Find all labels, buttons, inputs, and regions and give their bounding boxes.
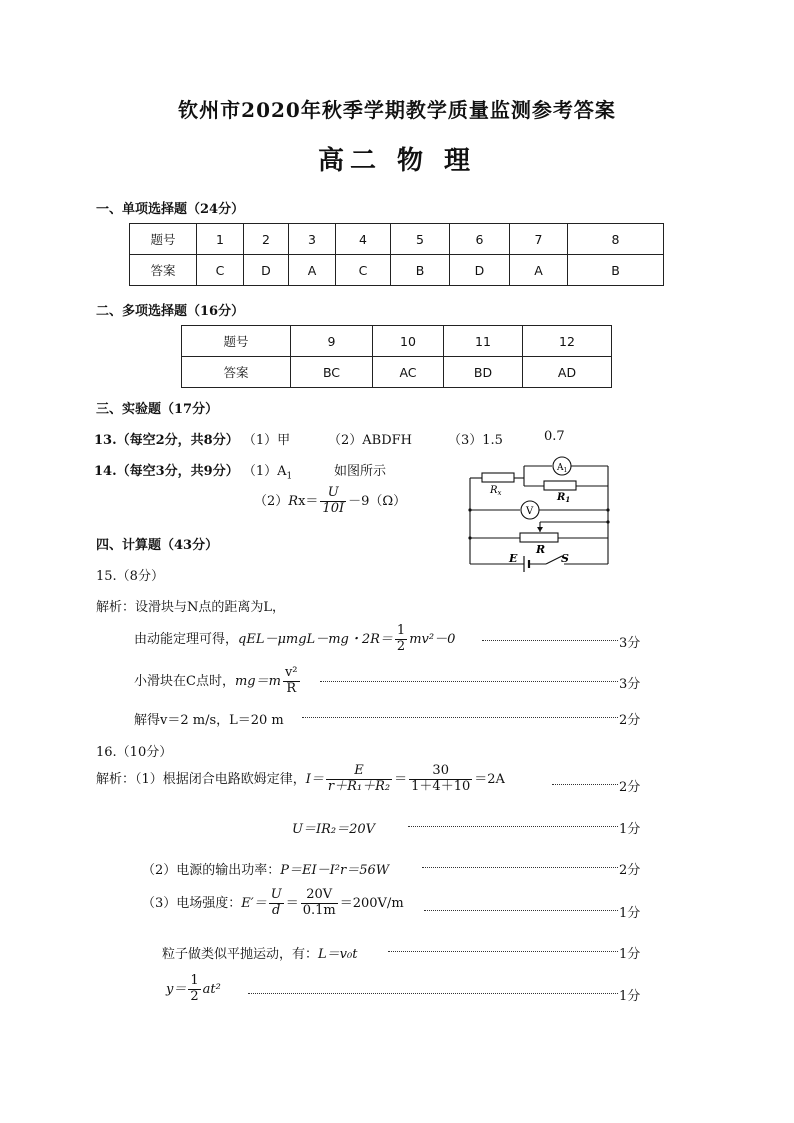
row-label-question: 题号 — [130, 224, 197, 255]
answer-cell: D — [244, 255, 289, 286]
q16-field-eq: （3）电场强度：E′＝ $\frac{U}{d}$ ＝ $\frac{20V}{0.1m}$ ＝200V/m — [142, 887, 404, 918]
label-voltmeter: V — [526, 506, 534, 517]
q16-voltage-eq: U＝IR₂＝20V — [292, 822, 376, 837]
q14-note: 如图所示 — [334, 464, 387, 479]
label-rheostat: R — [536, 543, 546, 556]
question-number: 12 — [523, 326, 612, 357]
row-label-answer: 答案 — [130, 255, 197, 286]
fraction: $\frac{\text{v²}}{R}$ — [284, 665, 298, 696]
fraction: $\frac{20V}{0.1m}$ — [302, 887, 336, 918]
q15-intro: 解析：设滑块与N点的距离为L， — [96, 600, 286, 615]
score-label: 1分 — [619, 822, 641, 837]
score-label: 2分 — [619, 713, 641, 728]
q14-answer-1: $(1)A_1$ — [242, 464, 293, 482]
q13-answer-3: （3）1.5 — [448, 433, 503, 448]
slider-arrow — [537, 527, 543, 532]
fraction: $\frac{1}{2}$ — [396, 623, 406, 654]
question-number: 4 — [336, 224, 391, 255]
label-rx: $R_x$ — [490, 485, 502, 497]
table-row — [182, 326, 612, 357]
fraction: $\frac{30}{1+4+10}$ — [411, 763, 471, 794]
q13-answer-4: 0.7 — [544, 429, 565, 444]
score-label: 1分 — [619, 989, 641, 1004]
fraction: $\frac{E}{\text{r＋R₁＋R₂}}$ — [327, 763, 391, 794]
row-label-question: 题号 — [182, 326, 291, 357]
q16-motion-eq: 粒子做类似平抛运动，有：L＝v₀t — [162, 947, 358, 962]
section4-heading: 四、计算题（43分） — [96, 538, 219, 553]
question-number: 1 — [197, 224, 244, 255]
fraction: $\frac{U}{d}$ — [270, 887, 282, 918]
label-switch: S — [561, 552, 569, 565]
question-number: 5 — [391, 224, 450, 255]
switch-symbol — [546, 556, 562, 564]
table-row — [182, 357, 612, 388]
q16-ohm-eq: 解析：（1）根据闭合电路欧姆定律，I＝ $\frac{E}{\text{r＋R₁＋R₂}}$ ＝ $\frac{30}{1+4+10}$ ＝2A — [96, 763, 505, 794]
section3-heading: 三、实验题（17分） — [96, 402, 219, 417]
table-row — [130, 255, 664, 286]
q13-lead: 13.（每空2分，共8分） — [94, 433, 239, 448]
question-number: 6 — [450, 224, 510, 255]
answer-cell: C — [336, 255, 391, 286]
score-label: 3分 — [619, 677, 641, 692]
answer-cell: B — [391, 255, 450, 286]
rheostat-symbol — [520, 533, 558, 542]
q15-result: 解得v＝2 m/s，L＝20 m — [134, 713, 284, 728]
answer-cell: B — [568, 255, 664, 286]
question-number: 2 — [244, 224, 289, 255]
question-number: 7 — [510, 224, 568, 255]
answer-cell: A — [510, 255, 568, 286]
answer-cell: D — [450, 255, 510, 286]
q13-answer-1: （1）甲 — [242, 433, 291, 448]
junction-dot — [468, 536, 471, 539]
page-subtitle: 高二 物 理 — [317, 146, 477, 176]
multi-choice-table — [181, 325, 612, 388]
junction-dot — [606, 520, 609, 523]
q13-answer-2: （2）ABDFH — [328, 433, 412, 448]
fraction: $\frac{1}{2}$ — [190, 973, 199, 1004]
label-emf: E — [509, 552, 518, 565]
single-choice-table — [129, 223, 664, 286]
q15-energy-eq: 由动能定理可得，qEL－μmgL－mg・2R＝ $\frac{1}{2}$ mv²－0 — [134, 623, 456, 654]
question-number: 10 — [373, 326, 444, 357]
row-label-answer: 答案 — [182, 357, 291, 388]
answer-cell: C — [197, 255, 244, 286]
resistor-r1 — [544, 481, 576, 490]
answer-cell: BC — [291, 357, 373, 388]
q16-label: 16.（10分） — [96, 745, 173, 760]
label-r1: $R_1$ — [557, 492, 571, 504]
q14-formula: （2）Rx＝ $\frac{U}{10I}$ －9（Ω） — [254, 485, 407, 516]
answer-cell: AC — [373, 357, 444, 388]
q14-lead: 14.（每空3分，共9分） — [94, 464, 239, 479]
score-label: 1分 — [619, 906, 641, 921]
question-number: 8 — [568, 224, 664, 255]
q16-power-eq: （2）电源的输出功率：P＝EI－I²r＝56W — [142, 863, 390, 878]
score-label: 3分 — [619, 636, 641, 651]
answer-cell: BD — [444, 357, 523, 388]
junction-dot — [468, 508, 471, 511]
q14-line — [94, 460, 292, 482]
section2-heading: 二、多项选择题（16分） — [96, 304, 245, 319]
table-row — [130, 224, 664, 255]
answer-cell: AD — [523, 357, 612, 388]
score-label: 1分 — [619, 947, 641, 962]
section1-heading: 一、单项选择题（24分） — [96, 202, 245, 217]
score-label: 2分 — [619, 780, 641, 795]
answer-cell: A — [289, 255, 336, 286]
junction-dot — [606, 508, 609, 511]
page-title: 钦州市2020年秋季学期教学质量监测参考答案 — [178, 98, 616, 122]
q15-centripetal-eq: 小滑块在C点时，mg＝m $\frac{\text{v²}}{R}$ — [134, 665, 298, 696]
q13-line — [94, 429, 290, 448]
resistor-rx — [482, 473, 514, 482]
question-number: 9 — [291, 326, 373, 357]
fraction: $\frac{U}{10I}$ — [322, 485, 345, 516]
question-number: 3 — [289, 224, 336, 255]
q15-label: 15.（8分） — [96, 569, 164, 584]
q16-displacement-eq: y＝ $\frac{1}{2}$ at² — [166, 973, 221, 1004]
question-number: 11 — [444, 326, 523, 357]
score-label: 2分 — [619, 863, 641, 878]
label-ammeter: $A_1$ — [557, 463, 568, 474]
circuit-diagram — [462, 452, 622, 574]
